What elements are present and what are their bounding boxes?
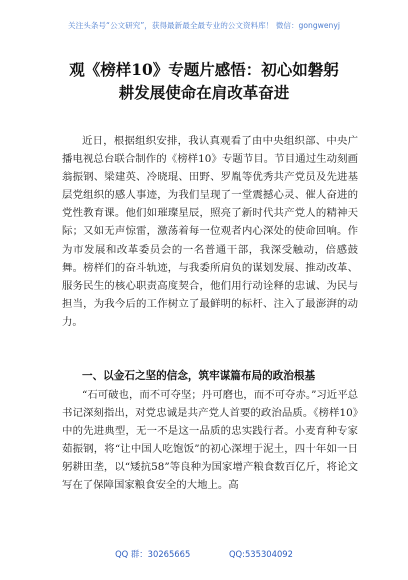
footer-qq: QQ:535304092 — [228, 549, 293, 559]
footer-qq-group: QQ 群：30265665 — [115, 549, 191, 559]
document-title — [40, 58, 368, 104]
paragraph-section-1: “石可破也，而不可夺坚；丹可磨也，而不可夺赤。”习近平总书记深刻指出，对党忠诚是共产党人首要的政治品质。《榜样10》中的先进典型，无一不是这一品质的忠实践行者。小麦育种专家茹振钢，将“让中国人吃饱饭”的初心深埋于泥土，四十年如一日躬耕田垄，以“矮抗58”等良种为国家增产粮食数百亿斤，将论文写在了保障国家粮食安全的大地上。高 — [62, 389, 358, 492]
paragraph-intro: 近日，根据组织安排，我认真观看了由中央组织部、中央广播电视总台联合制作的《榜样10》专题节目。节目通过生动刻画翁振钢、梁建英、冷晓琨、田野、罗胤等优秀共产党员及先进基层党组织的感人事迹，为我们呈现了一堂震撼心灵、催人奋进的党性教育课。他们如璀璨星辰，照亮了新时代共产党人的精神天际；又如无声惊雷，激荡着每一位观者内心深处的使命回响。作为市发展和改革委员会的一名普通干部，我深受触动，倍感鼓舞。榜样们的奋斗轨迹，与我委所肩负的谋划发展、推动改革、服务民生的核心职责高度契合，他们用行动诠释的忠诚、为民与担当，为我今后的工作树立了最鲜明的标杆、注入了最澎湃的动力。 — [62, 135, 358, 328]
title-line-2: 耕发展使命在肩改革奋进 — [118, 83, 290, 102]
header-banner: 关注头条号“公文研究”，获得最新最全最专业的公文资料库！ 微信：gongwenyj — [68, 21, 340, 30]
section-heading-1: 一、以金石之坚的信念，筑牢谋篇布局的政治根基 — [82, 370, 316, 382]
title-line-1: 观《榜样10》专题片感悟：初心如磐躬 — [69, 60, 339, 79]
footer-contact — [0, 548, 408, 560]
